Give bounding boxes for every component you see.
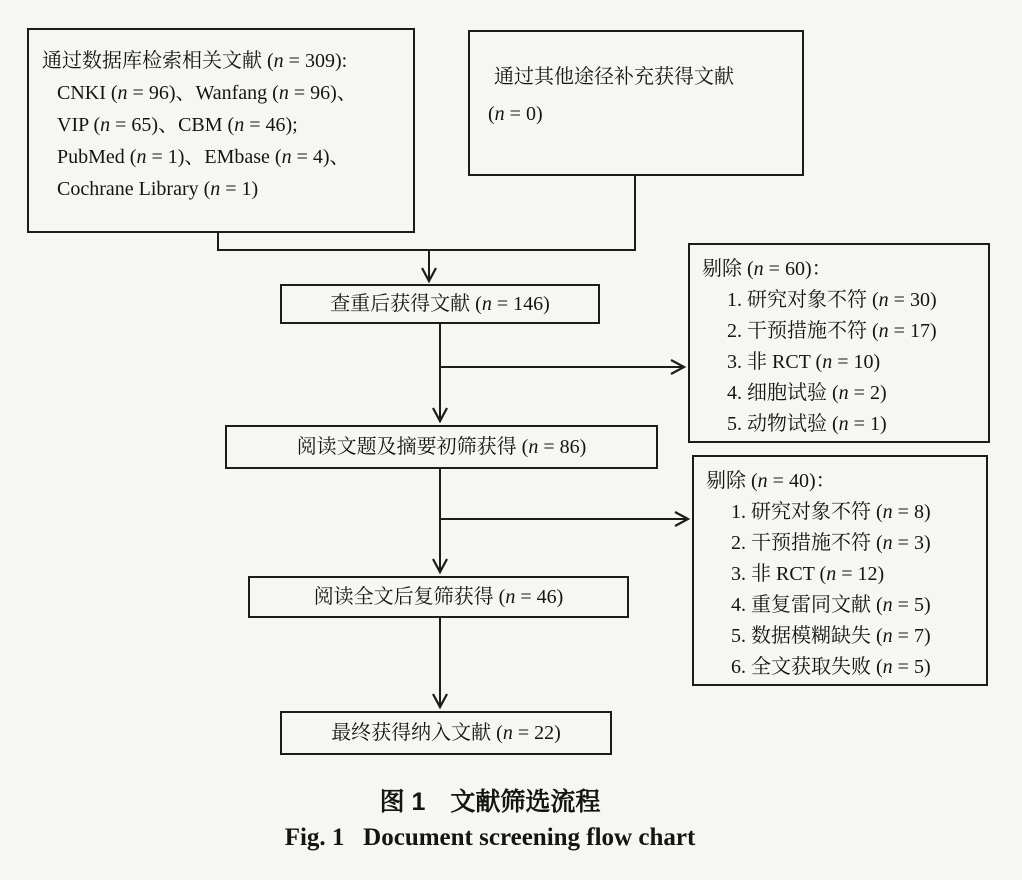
figure-caption-english: Fig. 1 Document screening flow chart — [284, 824, 696, 851]
other-sources-count: (n = 0) — [488, 103, 543, 125]
title-abstract-screen-box — [225, 425, 658, 469]
exclusion2-item: 3. 非 RCT (n = 12) — [731, 563, 885, 585]
title-abstract-screen-label: 阅读文题及摘要初筛获得 (n = 86) — [296, 436, 587, 458]
database-search-title: 通过数据库检索相关文献 (n = 309): — [42, 50, 348, 72]
database-search-line-pubmed-embase: PubMed (n = 1)、EMbase (n = 4)、 — [57, 146, 350, 168]
fulltext-screen-box — [248, 576, 629, 618]
exclusion-box-1 — [688, 243, 990, 443]
database-search-line-cnki-wanfang: CNKI (n = 96)、Wanfang (n = 96)、 — [57, 82, 357, 104]
other-sources-box — [468, 30, 804, 176]
exclusion1-title: 剔除 (n = 60)： — [702, 258, 832, 280]
exclusion2-item: 2. 干预措施不符 (n = 3) — [731, 532, 931, 554]
dedup-result-label: 查重后获得文献 (n = 146) — [330, 293, 550, 315]
other-sources-text: 通过其他途径补充获得文献 — [494, 66, 734, 88]
exclusion1-item: 4. 细胞试验 (n = 2) — [727, 382, 887, 404]
exclusion2-title: 剔除 (n = 40)： — [706, 470, 836, 492]
exclusion1-item: 3. 非 RCT (n = 10) — [727, 351, 881, 373]
figure-caption-chinese: 图 1 文献筛选流程 — [379, 788, 601, 816]
exclusion1-item: 1. 研究对象不符 (n = 30) — [727, 289, 937, 311]
dedup-result-box — [280, 284, 600, 324]
exclusion2-item: 6. 全文获取失败 (n = 5) — [731, 656, 931, 678]
final-included-label: 最终获得纳入文献 (n = 22) — [331, 722, 561, 744]
exclusion1-item: 5. 动物试验 (n = 1) — [727, 413, 887, 435]
exclusion-box-2 — [692, 455, 988, 686]
database-search-box — [27, 28, 415, 233]
fulltext-screen-label: 阅读全文后复筛获得 (n = 46) — [313, 586, 564, 608]
database-search-line-vip-cbm: VIP (n = 65)、CBM (n = 46); — [57, 114, 298, 136]
final-included-box — [280, 711, 612, 755]
exclusion1-item: 2. 干预措施不符 (n = 17) — [727, 320, 937, 342]
database-search-line-cochrane: Cochrane Library (n = 1) — [57, 178, 259, 200]
exclusion2-item: 4. 重复雷同文献 (n = 5) — [731, 594, 931, 616]
exclusion2-item: 5. 数据模糊缺失 (n = 7) — [731, 625, 931, 647]
exclusion2-item: 1. 研究对象不符 (n = 8) — [731, 501, 931, 523]
